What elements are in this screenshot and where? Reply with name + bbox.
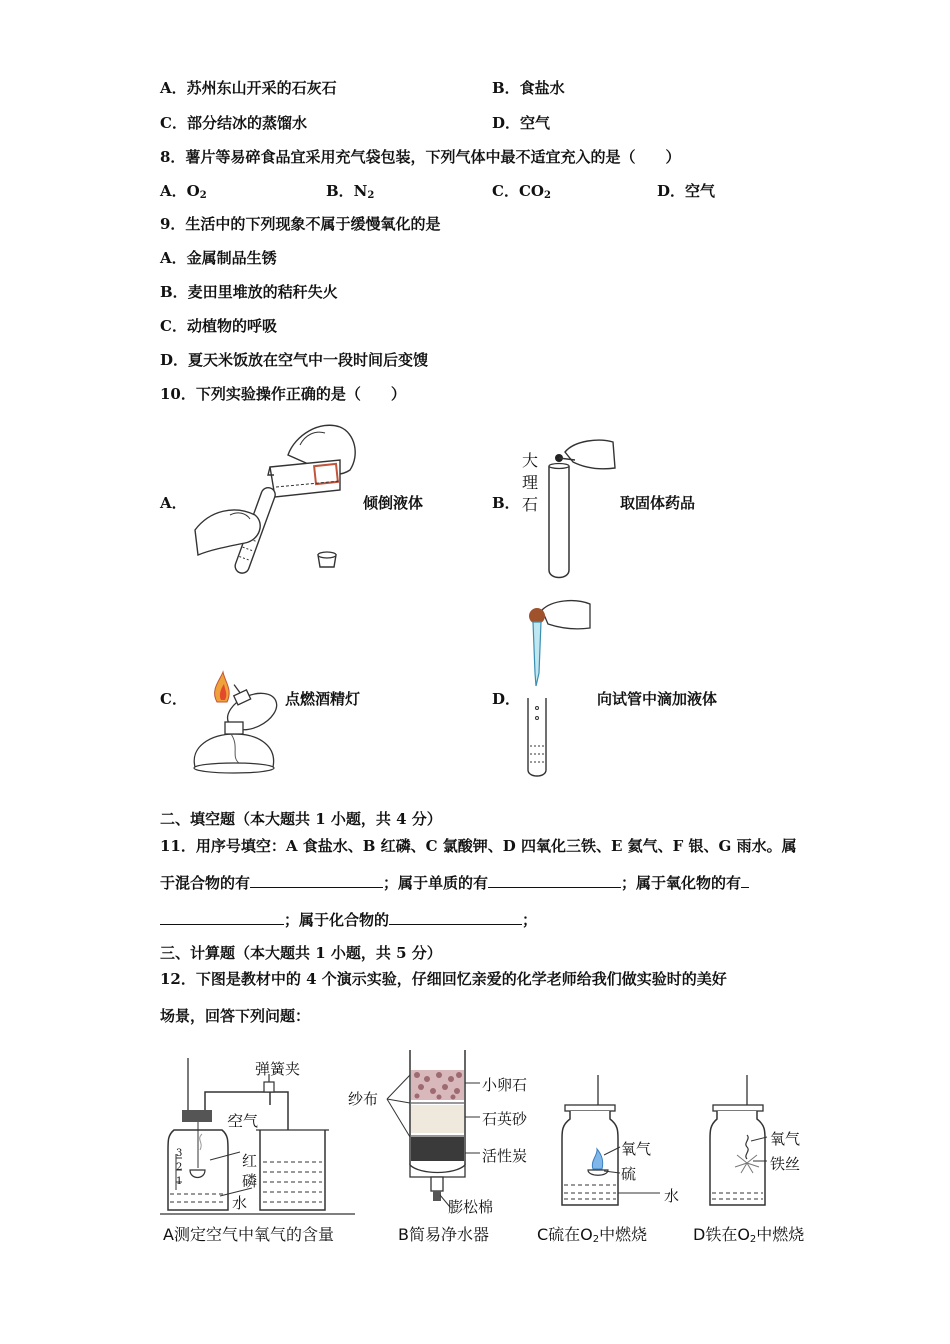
fig-a-clamp-label: 弹簧夹 bbox=[255, 1060, 301, 1078]
q12-line2: 场景，回答下列问题： bbox=[160, 1007, 311, 1025]
fig-b-carbon-label: 活性炭 bbox=[482, 1147, 528, 1165]
oxide-blank-b[interactable] bbox=[160, 910, 284, 925]
fig-c-sulfur-label: 硫 bbox=[621, 1165, 637, 1183]
fig-c-caption: C硫在$O_2$中燃烧 bbox=[537, 1225, 648, 1245]
fig-d-wire-label: 铁丝 bbox=[770, 1155, 801, 1173]
fig-a-phosphorus-label-2: 磷 bbox=[242, 1172, 258, 1190]
mixture-blank[interactable] bbox=[250, 873, 383, 888]
fig-b-cotton-label: 膨松棉 bbox=[448, 1198, 494, 1216]
q7-option-a: A．苏州东山开采的石灰石 bbox=[160, 79, 337, 97]
fig-b-pebble-label: 小卵石 bbox=[482, 1076, 528, 1094]
q7-option-c: C．部分结冰的蒸馏水 bbox=[160, 114, 307, 132]
q8-option-b: B．$N_2$ bbox=[326, 182, 375, 201]
marble-label-1: 大 bbox=[522, 451, 539, 470]
section3-title: 三、计算题（本大题共 1 小题，共 5 分） bbox=[160, 944, 442, 962]
fig-a-caption: A测定空气中氧气的含量 bbox=[163, 1225, 334, 1244]
q9-option-c: C．动植物的呼吸 bbox=[160, 317, 277, 335]
q8-option-a: A．$O_2$ bbox=[160, 182, 207, 201]
fig-b-caption: B简易净水器 bbox=[398, 1225, 489, 1244]
q10-option-c-letter: C． bbox=[160, 690, 187, 708]
fig-a-water-label: 水 bbox=[232, 1194, 248, 1212]
q10-option-d-letter: D． bbox=[492, 690, 521, 708]
take-solid-illustration bbox=[545, 438, 625, 583]
q10-option-a-letter: A． bbox=[160, 494, 187, 512]
q9-option-d: D．夏天米饭放在空气中一段时间后变馊 bbox=[160, 351, 429, 369]
q10-option-b-letter: B． bbox=[492, 494, 520, 512]
q10-option-b-label: 取固体药品 bbox=[620, 494, 696, 512]
fig-a-tick-3: 3 bbox=[176, 1148, 183, 1159]
fig-a-phosphorus-label-1: 红 bbox=[242, 1152, 258, 1170]
q9-stem: 9．生活中的下列现象不属于缓慢氧化的是 bbox=[160, 215, 441, 233]
q7-option-d: D．空气 bbox=[492, 114, 551, 132]
q12-line1: 12．下图是教材中的 4 个演示实验，仔细回忆亲爱的化学老师给我们做实验时的美好 bbox=[160, 970, 727, 988]
q7-option-b: B．食盐水 bbox=[492, 79, 565, 97]
q10-option-a-label: 倾倒液体 bbox=[363, 494, 424, 512]
q11-line2: 于混合物的有 ；属于单质的有 ；属于氧化物的有 bbox=[160, 872, 749, 893]
fig-b-gauze-label: 纱布 bbox=[348, 1090, 379, 1108]
q9-option-a: A．金属制品生锈 bbox=[160, 249, 277, 267]
marble-label-3: 石 bbox=[522, 495, 539, 514]
fig-c-water-label: 水 bbox=[664, 1187, 680, 1205]
q8-option-d: D．空气 bbox=[657, 182, 716, 200]
compound-blank[interactable] bbox=[389, 910, 522, 925]
dropper-test-tube-illustration bbox=[520, 598, 595, 778]
q11-line1: 11．用序号填空：A 食盐水、B 红磷、C 氯酸钾、D 四氧化三铁、E 氦气、F 银、G 雨水。属 bbox=[160, 837, 797, 855]
fig-d-caption: D铁在$O_2$中燃烧 bbox=[693, 1225, 805, 1245]
q8-option-c: C．$CO_2$ bbox=[492, 182, 551, 201]
fig-a-tick-2: 2 bbox=[176, 1162, 183, 1173]
fig-a-air-label: 空气 bbox=[228, 1112, 259, 1130]
figure-b-water-purifier bbox=[395, 1045, 475, 1220]
pouring-liquid-illustration bbox=[190, 415, 370, 580]
marble-label-2: 理 bbox=[522, 473, 539, 492]
section2-title: 二、填空题（本大题共 1 小题，共 4 分） bbox=[160, 810, 442, 828]
q11-line3: ；属于化合物的 ； bbox=[160, 909, 537, 930]
fig-c-oxygen-label: 氧气 bbox=[621, 1140, 652, 1158]
oxide-blank-a[interactable] bbox=[741, 873, 749, 888]
q8-stem: 8．薯片等易碎食品宜采用充气袋包装，下列气体中最不适宜充入的是（ ） bbox=[160, 148, 681, 166]
q10-option-d-label: 向试管中滴加液体 bbox=[597, 690, 718, 708]
fig-a-tick-1: 1 bbox=[176, 1176, 183, 1187]
fig-d-oxygen-label: 氧气 bbox=[770, 1130, 801, 1148]
q9-option-b: B．麦田里堆放的秸秆失火 bbox=[160, 283, 338, 301]
q10-option-c-label: 点燃酒精灯 bbox=[285, 690, 361, 708]
lighting-alcohol-lamp-illustration bbox=[185, 672, 285, 777]
element-blank[interactable] bbox=[488, 873, 621, 888]
figure-c-sulfur-combustion bbox=[560, 1075, 670, 1215]
fig-b-quartz-label: 石英砂 bbox=[482, 1110, 528, 1128]
q10-stem: 10．下列实验操作正确的是（ ） bbox=[160, 385, 406, 403]
